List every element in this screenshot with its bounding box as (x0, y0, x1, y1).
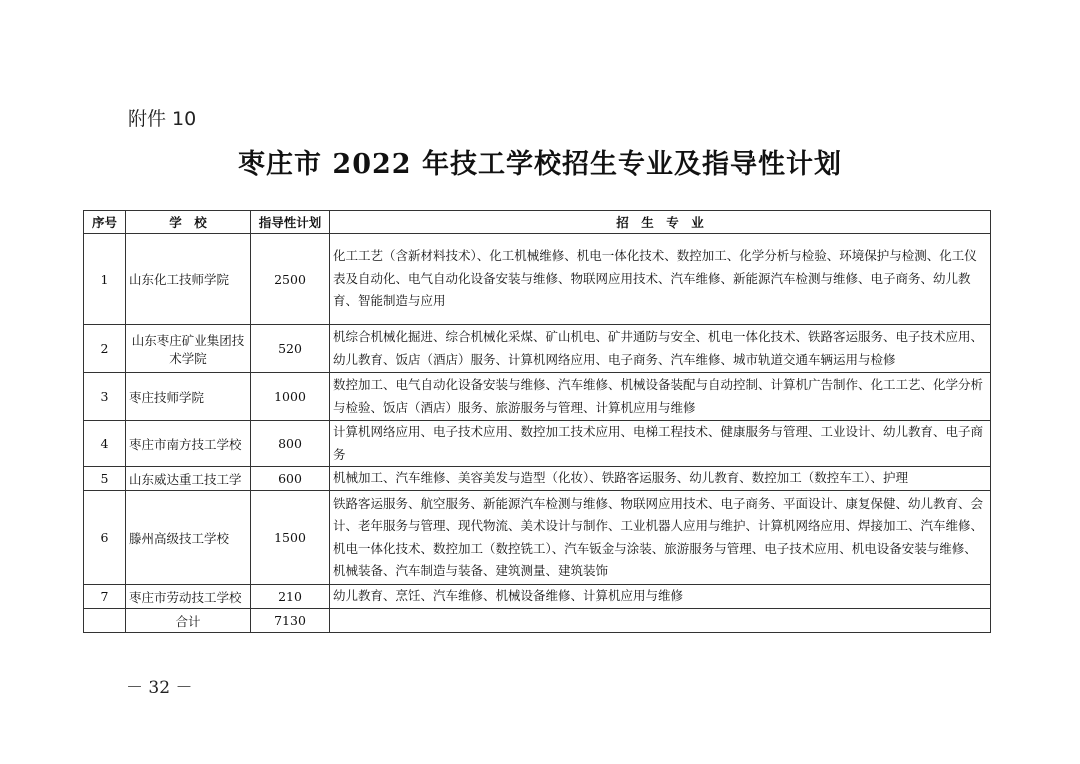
row-no: 2 (84, 325, 126, 373)
row-school: 山东化工技师学院 (126, 234, 251, 325)
total-no-cell (84, 609, 126, 633)
row-majors: 铁路客运服务、航空服务、新能源汽车检测与维修、物联网应用技术、电子商务、平面设计、康复保健、幼儿教育、会计、老年服务与管理、现代物流、美术设计与制作、工业机器人应用与维护、计算机网络应用、焊接加工、汽车维修、机电一体化技术、数控加工（数控铣工）、汽车钣金与涂装、旅游服务与管理、电子技术应用、机电设备安装与维修、机械装备、汽车制造与装备、建筑测量、建筑装饰 (330, 491, 991, 585)
attachment-label: 附件 10 (128, 108, 197, 130)
row-plan: 1000 (251, 373, 330, 421)
page-number: － 32 － (126, 678, 193, 698)
row-no: 6 (84, 491, 126, 585)
enrollment-plan-table (83, 210, 991, 633)
header-no: 序号 (84, 211, 126, 234)
row-school: 滕州高级技工学校 (126, 491, 251, 585)
row-majors: 机综合机械化掘进、综合机械化采煤、矿山机电、矿井通防与安全、机电一体化技术、铁路客运服务、电子技术应用、幼儿教育、饭店（酒店）服务、计算机网络应用、电子商务、汽车维修、城市轨道交通车辆运用与检修 (330, 325, 991, 373)
header-plan: 指导性计划 (251, 211, 330, 234)
row-majors: 化工工艺（含新材料技术）、化工机械维修、机电一体化技术、数控加工、化学分析与检验、环境保护与检测、化工仪表及自动化、电气自动化设备安装与维修、物联网应用技术、汽车维修、新能源汽车检测与维修、电子商务、幼儿教育、智能制造与应用 (330, 234, 991, 325)
total-plan: 7130 (251, 609, 330, 633)
row-plan: 210 (251, 585, 330, 609)
table-total-row (84, 609, 991, 633)
row-school: 枣庄市南方技工学校 (126, 421, 251, 467)
row-plan: 600 (251, 467, 330, 491)
table-row (84, 491, 991, 585)
row-plan: 2500 (251, 234, 330, 325)
table-row (84, 467, 991, 491)
row-school: 山东枣庄矿业集团技术学院 (126, 325, 251, 373)
header-school: 学 校 (126, 211, 251, 234)
table-header-row (84, 211, 991, 234)
row-plan: 520 (251, 325, 330, 373)
row-plan: 1500 (251, 491, 330, 585)
table-row (84, 373, 991, 421)
row-no: 3 (84, 373, 126, 421)
row-no: 5 (84, 467, 126, 491)
total-majors (330, 609, 991, 633)
row-school: 山东威达重工技工学 (126, 467, 251, 491)
table-row (84, 585, 991, 609)
row-school: 枣庄市劳动技工学校 (126, 585, 251, 609)
total-label: 合计 (126, 609, 251, 633)
row-plan: 800 (251, 421, 330, 467)
row-majors: 数控加工、电气自动化设备安装与维修、汽车维修、机械设备装配与自动控制、计算机广告制作、化工工艺、化学分析与检验、饭店（酒店）服务、旅游服务与管理、计算机应用与维修 (330, 373, 991, 421)
table-row (84, 421, 991, 467)
row-majors: 幼儿教育、烹饪、汽车维修、机械设备维修、计算机应用与维修 (330, 585, 991, 609)
table-row (84, 234, 991, 325)
row-majors: 计算机网络应用、电子技术应用、数控加工技术应用、电梯工程技术、健康服务与管理、工业设计、幼儿教育、电子商务 (330, 421, 991, 467)
row-school: 枣庄技师学院 (126, 373, 251, 421)
page-title: 枣庄市 2022 年技工学校招生专业及指导性计划 (238, 149, 842, 180)
table-row (84, 325, 991, 373)
row-no: 4 (84, 421, 126, 467)
header-majors: 招 生 专 业 (330, 211, 991, 234)
row-no: 7 (84, 585, 126, 609)
row-majors: 机械加工、汽车维修、美容美发与造型（化妆）、铁路客运服务、幼儿教育、数控加工（数控车工）、护理 (330, 467, 991, 491)
row-no: 1 (84, 234, 126, 325)
